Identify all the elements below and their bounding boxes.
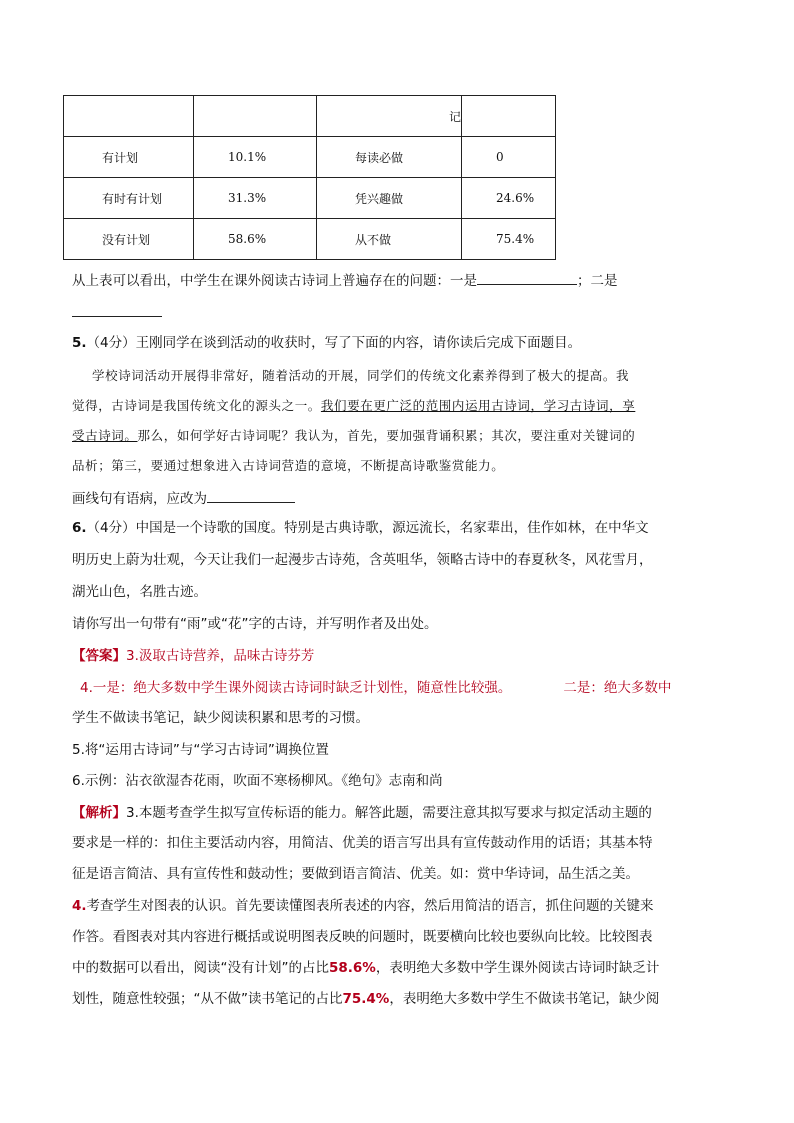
analysis-text: ，表明绝大多数中学生课外阅读古诗词时缺乏计	[375, 960, 660, 976]
underlined-sentence: 受古诗词。	[72, 428, 138, 443]
table-cell: 每读必做	[317, 137, 462, 178]
analysis-number: 4.	[72, 898, 87, 914]
analysis-line	[72, 803, 652, 823]
table-cell: 凭兴趣做	[317, 178, 462, 219]
q4-blank-line	[72, 302, 162, 323]
highlight-percent: 75.4%	[342, 991, 390, 1007]
table-cell: 记	[317, 96, 462, 137]
q4-question-line	[72, 270, 618, 291]
answer-blank[interactable]	[72, 302, 162, 317]
q5-passage-line	[72, 426, 635, 446]
q6-line: 明历史上蔚为壮观，今天让我们一起漫步古诗苑，含英咀华，领略古诗中的春夏秋冬，风花雪月，	[72, 552, 653, 568]
analysis-line	[72, 958, 659, 978]
analysis-text: 中的数据可以看出，阅读“没有计划”的占比	[72, 960, 329, 976]
highlight-percent: 58.6%	[329, 960, 376, 976]
table-cell	[64, 96, 194, 137]
q5-prompt: 王刚同学在谈到活动的收获时，写了下面的内容，请你读后完成下面题目。	[135, 335, 582, 351]
q4-text-a: 从上表可以看出，中学生在课外阅读古诗词上普遍存在的问题：一是	[72, 273, 477, 289]
passage-text: 觉得，古诗词是我国传统文化的源头之一。	[72, 398, 321, 413]
q5-question	[72, 333, 581, 353]
table-cell: 10.1%	[194, 137, 317, 178]
answer-4b: 二是：绝大多数中	[563, 680, 672, 696]
answer-blank[interactable]	[207, 488, 295, 503]
analysis-text: 考查学生对图表的认识。首先要读懂图表所表述的内容，然后用简洁的语言，抓住问题的关键来	[86, 898, 654, 914]
answer-tag: 【答案】	[72, 648, 126, 664]
q5-score: （4分）	[86, 335, 136, 351]
table-row	[64, 219, 556, 260]
table-cell: 24.6%	[462, 178, 556, 219]
analysis-line	[72, 896, 654, 916]
q6-number: 6.	[72, 520, 87, 536]
table-row	[64, 137, 556, 178]
passage-text: 那么，如何学好古诗词呢？我认为，首先，要加强背诵积累；其次，要注重对关键词的	[137, 428, 636, 443]
table-cell: 31.3%	[194, 178, 317, 219]
answer-3: 3.汲取古诗营养，品味古诗芬芳	[126, 648, 315, 664]
q6-score: （4分）	[86, 520, 136, 536]
answer-line	[72, 646, 314, 666]
analysis-line: 要求是一样的：扣住主要活动内容，用简洁、优美的语言写出具有宣传鼓动作用的话语；其基本特	[72, 835, 653, 851]
answer-blank[interactable]	[477, 270, 577, 285]
q5-passage-line	[72, 396, 635, 416]
q5-ask-text: 画线句有语病，应改为	[72, 491, 207, 507]
q4-text-b: ；二是	[577, 273, 618, 289]
analysis-line: 征是语言简洁、具有宣传性和鼓动性；要做到语言简洁、优美。如：赏中华诗词，品生活之美。	[72, 866, 639, 882]
analysis-text: 3.本题考查学生拟写宣传标语的能力。解答此题，需要注意其拟写要求与拟定活动主题的	[126, 805, 652, 821]
q5-passage-line: 品析；第三，要通过想象进入古诗词营造的意境，不断提高诗歌鉴赏能力。	[72, 458, 505, 473]
analysis-line: 作答。看图表对其内容进行概括或说明图表反映的问题时，既要横向比较也要纵向比较。比较图表	[72, 929, 653, 945]
underlined-sentence: 我们要在更广泛的范围内运用古诗词，学习古诗词，享	[320, 398, 636, 413]
table-cell: 有时有计划	[64, 178, 194, 219]
table-cell	[462, 96, 556, 137]
table-cell: 75.4%	[462, 219, 556, 260]
answer-4a: 4.一是：绝大多数中学生课外阅读古诗词时缺乏计划性，随意性比较强。	[80, 680, 512, 696]
table-cell	[194, 96, 317, 137]
table-row	[64, 96, 556, 137]
table-cell: 58.6%	[194, 219, 317, 260]
answer-line: 6.示例：沾衣欲湿杏花雨，吹面不寒杨柳风。《绝句》志南和尚	[72, 773, 443, 789]
q5-number: 5.	[72, 335, 87, 351]
answer-line: 5.将“运用古诗词”与“学习古诗词”调换位置	[72, 742, 329, 758]
table-cell: 没有计划	[64, 219, 194, 260]
analysis-text: ，表明绝大多数中学生不做读书笔记，缺少阅	[389, 991, 660, 1007]
answer-line	[80, 678, 671, 698]
q6-line: 湖光山色，名胜古迹。	[72, 584, 207, 600]
table-row	[64, 178, 556, 219]
q5-passage-line: 学校诗词活动开展得非常好，随着活动的开展，同学们的传统文化素养得到了极大的提高。我	[92, 368, 630, 383]
answer-line: 学生不做读书笔记，缺少阅读积累和思考的习惯。	[72, 710, 369, 726]
table-cell: 0	[462, 137, 556, 178]
analysis-line	[72, 989, 659, 1009]
survey-table	[63, 95, 556, 260]
analysis-text: 划性，随意性较强；“从不做”读书笔记的占比	[72, 991, 343, 1007]
q6-text: 中国是一个诗歌的国度。特别是古典诗歌，源远流长，名家辈出，佳作如林，在中华文	[135, 520, 649, 536]
table-cell: 有计划	[64, 137, 194, 178]
table-cell: 从不做	[317, 219, 462, 260]
analysis-tag: 【解析】	[72, 805, 126, 821]
q6-line: 请你写出一句带有“雨”或“花”字的古诗，并写明作者及出处。	[72, 616, 438, 632]
q5-ask	[72, 488, 295, 509]
q6-line	[72, 518, 649, 538]
